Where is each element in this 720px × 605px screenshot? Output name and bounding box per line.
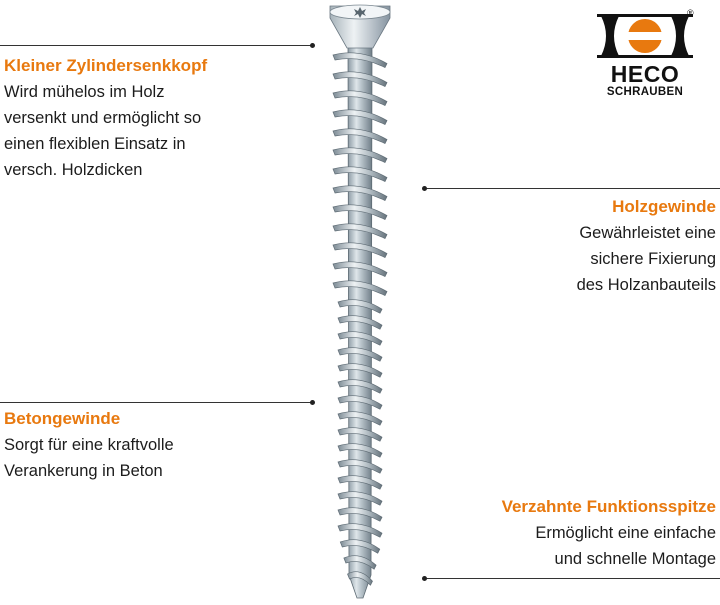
registered-mark: ® — [687, 8, 694, 18]
callout-wood-thread-line: Gewährleistet eine — [579, 224, 716, 242]
callout-wood-thread-title: Holzgewinde — [612, 197, 716, 216]
leader-concrete-thread — [0, 402, 312, 403]
heco-logo-mark — [595, 8, 695, 64]
brand-name: HECO — [610, 61, 680, 87]
callout-wood-thread-line: sichere Fixierung — [590, 250, 716, 268]
callout-wood-thread-line: des Holzanbauteils — [576, 276, 716, 294]
callout-concrete-thread-line: Verankerung in Beton — [4, 462, 163, 480]
heco-logo — [595, 8, 695, 100]
callout-tip-line: Ermöglicht eine einfache — [535, 524, 716, 542]
leader-head — [0, 45, 312, 46]
leader-tip — [424, 578, 720, 579]
callout-tip-line: und schnelle Montage — [554, 550, 716, 568]
callout-head — [4, 53, 304, 183]
brand-subtitle: SCHRAUBEN — [606, 86, 684, 98]
callout-tip — [420, 494, 716, 572]
leader-wood-thread-dot — [422, 186, 427, 191]
leader-tip-dot — [422, 576, 427, 581]
leader-head-dot — [310, 43, 315, 48]
leader-wood-thread — [424, 188, 720, 189]
callout-wood-thread — [420, 194, 716, 298]
callout-concrete-thread-title: Betongewinde — [4, 409, 121, 428]
callout-tip-title: Verzahnte Funktionsspitze — [501, 497, 716, 516]
callout-head-title: Kleiner Zylindersenkkopf — [4, 56, 208, 75]
callout-head-line: Wird mühelos im Holz — [4, 83, 165, 101]
leader-concrete-thread-dot — [310, 400, 315, 405]
callout-concrete-thread — [4, 406, 304, 484]
callout-head-line: einen flexiblen Einsatz in — [4, 135, 186, 153]
callout-head-line: versch. Holzdicken — [4, 161, 143, 179]
callout-concrete-thread-line: Sorgt für eine kraftvolle — [4, 436, 174, 454]
callout-head-line: versenkt und ermöglicht so — [4, 109, 202, 127]
